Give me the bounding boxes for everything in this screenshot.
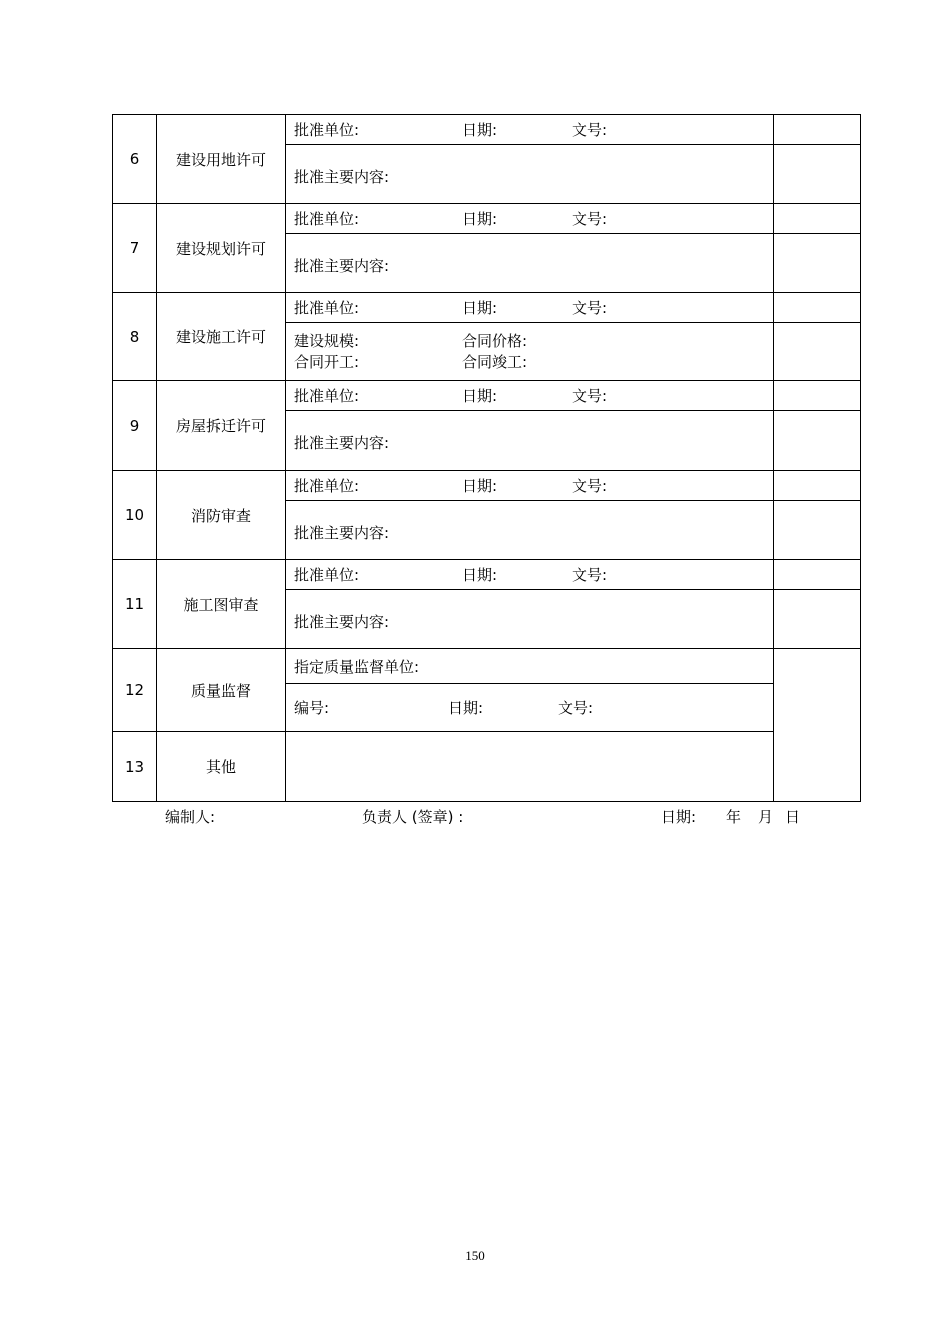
blank-cell <box>774 381 861 411</box>
table-row <box>113 381 861 411</box>
table-row <box>113 204 861 234</box>
table-row <box>113 115 861 145</box>
blank-cell <box>774 501 861 560</box>
blank-cell <box>774 115 861 145</box>
approval-line <box>286 381 774 411</box>
month-label: 月 <box>758 808 774 826</box>
date-label: 日期: <box>462 566 498 584</box>
preparer-label: 编制人: <box>165 808 216 826</box>
blank-cell <box>774 145 861 204</box>
approval-line <box>286 293 774 323</box>
item-name: 消防审查 <box>157 471 286 560</box>
table-row <box>113 732 861 802</box>
contract-info <box>286 323 774 381</box>
day-label: 日 <box>785 808 801 826</box>
blank-cell <box>774 649 861 802</box>
row-number: 11 <box>113 560 157 649</box>
blank-cell <box>774 204 861 234</box>
code-label: 编号: <box>294 699 330 717</box>
row-number: 10 <box>113 471 157 560</box>
approval-content-label: 批准主要内容: <box>286 590 774 649</box>
approval-line <box>286 560 774 590</box>
doc-number-label: 文号: <box>572 210 608 228</box>
date-label: 日期: <box>448 699 484 717</box>
table-row <box>113 293 861 323</box>
doc-number-label: 文号: <box>572 566 608 584</box>
approval-unit-label: 批准单位: <box>294 210 360 228</box>
blank-cell <box>774 560 861 590</box>
item-name: 质量监督 <box>157 649 286 732</box>
row-number: 7 <box>113 204 157 293</box>
approval-line <box>286 115 774 145</box>
table-row <box>113 649 861 684</box>
year-label: 年 <box>726 808 742 826</box>
supervision-line <box>286 684 774 732</box>
approval-unit-label: 批准单位: <box>294 566 360 584</box>
approval-line <box>286 204 774 234</box>
item-name: 其他 <box>157 732 286 802</box>
doc-number-label: 文号: <box>572 387 608 405</box>
doc-number-label: 文号: <box>572 477 608 495</box>
row-number: 8 <box>113 293 157 381</box>
item-name: 建设规划许可 <box>157 204 286 293</box>
doc-number-label: 文号: <box>572 299 608 317</box>
date-label: 日期: <box>462 477 498 495</box>
manager-signature-label: 负责人 (签章) : <box>362 808 464 826</box>
blank-cell <box>774 323 861 381</box>
supervision-unit-label: 指定质量监督单位: <box>286 649 774 684</box>
contract-start-label: 合同开工: <box>294 352 360 371</box>
footer-date-label: 日期: <box>661 808 697 826</box>
approval-unit-label: 批准单位: <box>294 477 360 495</box>
approval-content-label: 批准主要内容: <box>286 145 774 204</box>
approval-content-label: 批准主要内容: <box>286 501 774 560</box>
approval-content-label: 批准主要内容: <box>286 411 774 471</box>
contract-completion-label: 合同竣工: <box>462 352 528 371</box>
table-row <box>113 560 861 590</box>
item-name: 建设用地许可 <box>157 115 286 204</box>
item-name: 施工图审查 <box>157 560 286 649</box>
row-number: 6 <box>113 115 157 204</box>
contract-price-label: 合同价格: <box>462 331 528 350</box>
blank-cell <box>774 234 861 293</box>
approval-unit-label: 批准单位: <box>294 299 360 317</box>
approval-content-label: 批准主要内容: <box>286 234 774 293</box>
blank-cell <box>774 293 861 323</box>
blank-cell <box>774 411 861 471</box>
doc-number-label: 文号: <box>572 121 608 139</box>
row-number: 9 <box>113 381 157 471</box>
page-number: 150 <box>465 1248 485 1263</box>
date-label: 日期: <box>462 210 498 228</box>
approval-unit-label: 批准单位: <box>294 121 360 139</box>
row-number: 13 <box>113 732 157 802</box>
construction-scale-label: 建设规模: <box>294 331 360 350</box>
item-name: 建设施工许可 <box>157 293 286 381</box>
approval-unit-label: 批准单位: <box>294 387 360 405</box>
approval-line <box>286 471 774 501</box>
date-label: 日期: <box>462 387 498 405</box>
date-label: 日期: <box>462 121 498 139</box>
row-number: 12 <box>113 649 157 732</box>
doc-number-label: 文号: <box>558 699 594 717</box>
blank-cell <box>286 732 774 802</box>
blank-cell <box>774 471 861 501</box>
blank-cell <box>774 590 861 649</box>
table-row <box>113 471 861 501</box>
item-name: 房屋拆迁许可 <box>157 381 286 471</box>
approval-form-table <box>112 114 861 802</box>
date-label: 日期: <box>462 299 498 317</box>
